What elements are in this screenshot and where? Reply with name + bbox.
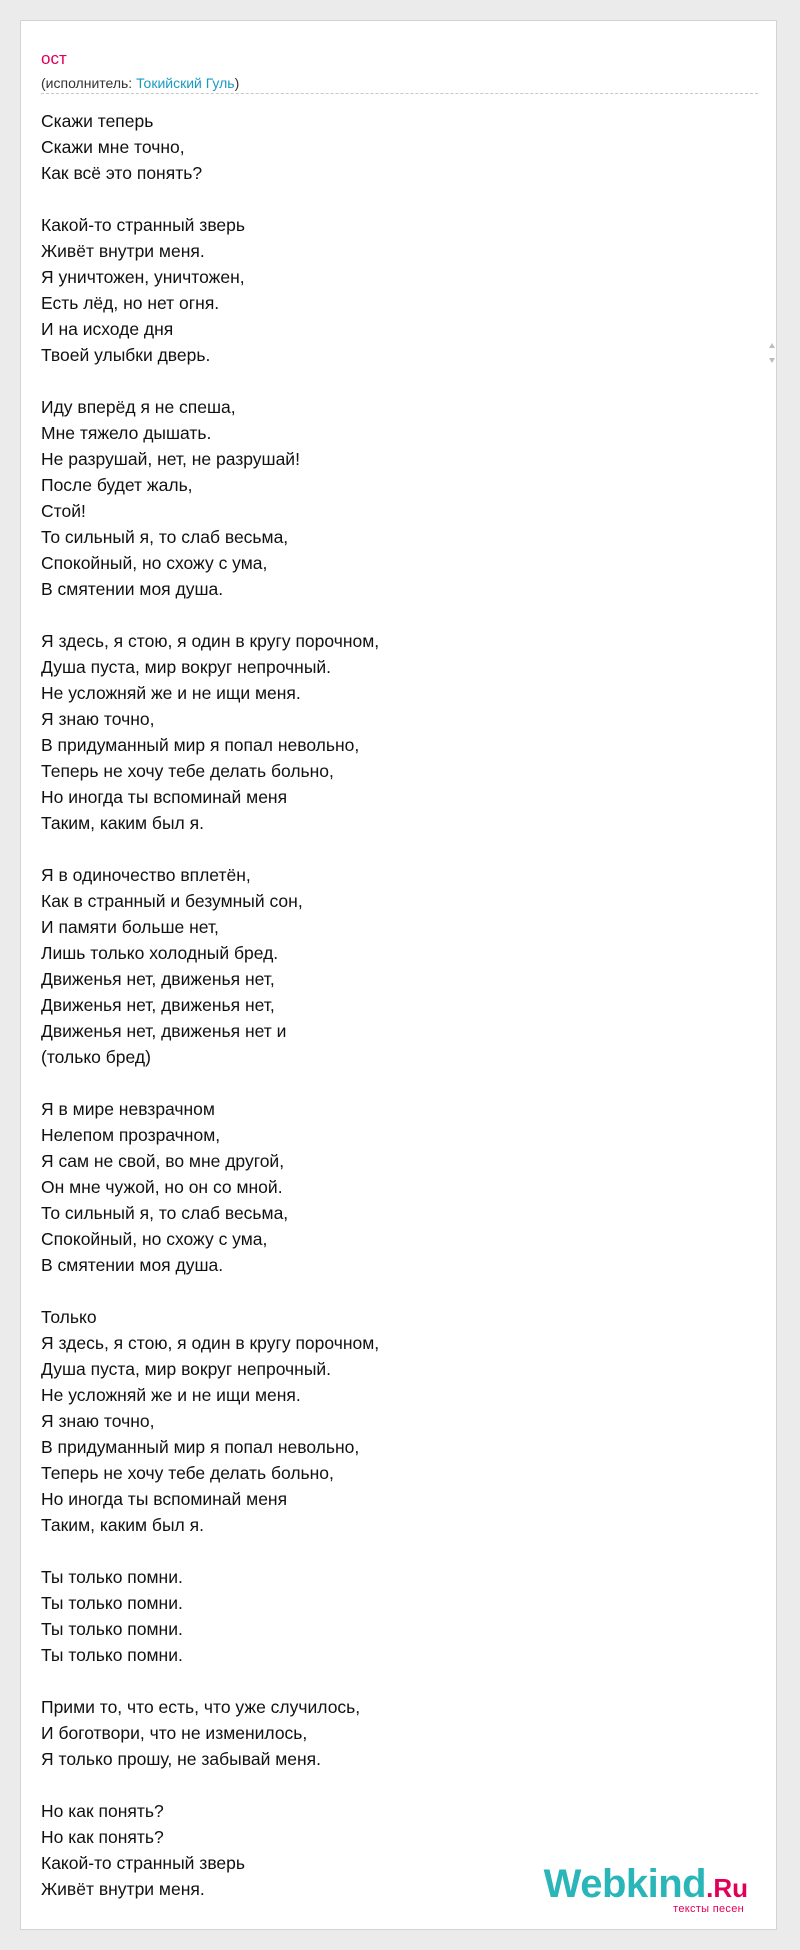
lyric-line: Стой! bbox=[41, 501, 86, 521]
lyric-line: Не усложняй же и не ищи меня. bbox=[41, 1385, 301, 1405]
lyric-line: Я в мире невзрачном bbox=[41, 1099, 215, 1119]
logo-tagline: тексты песен bbox=[673, 1903, 744, 1915]
stanza-break bbox=[41, 602, 741, 628]
lyric-line: Как в странный и безумный сон, bbox=[41, 891, 303, 911]
lyric-line: Движенья нет, движенья нет, bbox=[41, 969, 275, 989]
lyric-line: То сильный я, то слаб весьма, bbox=[41, 1203, 289, 1223]
stanza-break bbox=[41, 186, 741, 212]
lyric-line: Мне тяжело дышать. bbox=[41, 423, 212, 443]
lyric-line: И памяти больше нет, bbox=[41, 917, 219, 937]
lyric-line: Какой-то странный зверь bbox=[41, 215, 246, 235]
lyric-line: Я только прошу, не забывай меня. bbox=[41, 1749, 321, 1769]
lyric-line: Как всё это понять? bbox=[41, 163, 203, 183]
lyric-line: Движенья нет, движенья нет и bbox=[41, 1021, 287, 1041]
lyric-line: Он мне чужой, но он со мной. bbox=[41, 1177, 283, 1197]
song-title: ост bbox=[41, 49, 67, 68]
logo-tld: .Ru bbox=[706, 1873, 748, 1903]
lyric-line: Только bbox=[41, 1307, 97, 1327]
stanza-break bbox=[41, 1668, 741, 1694]
lyric-line: То сильный я, то слаб весьма, bbox=[41, 527, 289, 547]
lyrics-card bbox=[20, 20, 777, 1930]
lyric-line: Но как понять? bbox=[41, 1801, 164, 1821]
lyric-line: Но как понять? bbox=[41, 1827, 164, 1847]
lyric-line: Я знаю точно, bbox=[41, 709, 155, 729]
lyric-line: Лишь только холодный бред. bbox=[41, 943, 279, 963]
lyric-line: Я здесь, я стою, я один в кругу порочном, bbox=[41, 631, 380, 651]
lyric-line: Я сам не свой, во мне другой, bbox=[41, 1151, 285, 1171]
lyric-line: Ты только помни. bbox=[41, 1645, 183, 1665]
artist-suffix: ) bbox=[234, 75, 240, 91]
lyric-line: В придуманный мир я попал невольно, bbox=[41, 1437, 360, 1457]
lyric-line: Движенья нет, движенья нет, bbox=[41, 995, 275, 1015]
lyric-line: Прими то, что есть, что уже случилось, bbox=[41, 1697, 361, 1717]
lyric-line: В смятении моя душа. bbox=[41, 1255, 224, 1275]
title-divider bbox=[41, 93, 758, 94]
lyric-line: Живёт внутри меня. bbox=[41, 241, 205, 261]
stanza-break bbox=[41, 1070, 741, 1096]
lyric-line: Но иногда ты вспоминай меня bbox=[41, 1489, 288, 1509]
lyric-line: Таким, каким был я. bbox=[41, 1515, 204, 1535]
lyric-line: И боготвори, что не изменилось, bbox=[41, 1723, 308, 1743]
artist-line bbox=[41, 74, 239, 92]
lyric-line: Есть лёд, но нет огня. bbox=[41, 293, 220, 313]
artist-prefix: (исполнитель: bbox=[41, 75, 137, 91]
artist-link[interactable]: Токийский Гуль bbox=[136, 75, 235, 91]
lyric-line: Иду вперёд я не спеша, bbox=[41, 397, 236, 417]
lyric-line: После будет жаль, bbox=[41, 475, 193, 495]
lyric-line: Душа пуста, мир вокруг непрочный. bbox=[41, 657, 332, 677]
lyric-line: Ты только помни. bbox=[41, 1567, 183, 1587]
lyric-line: Ты только помни. bbox=[41, 1619, 183, 1639]
stanza-break bbox=[41, 1538, 741, 1564]
lyrics-body bbox=[41, 108, 741, 1902]
lyric-line: Я здесь, я стою, я один в кругу порочном, bbox=[41, 1333, 380, 1353]
lyric-line: В придуманный мир я попал невольно, bbox=[41, 735, 360, 755]
lyric-line: Спокойный, но схожу с ума, bbox=[41, 553, 268, 573]
stanza-break bbox=[41, 1278, 741, 1304]
lyric-line: Теперь не хочу тебе делать больно, bbox=[41, 1463, 334, 1483]
lyric-line: Я знаю точно, bbox=[41, 1411, 155, 1431]
lyric-line: Не усложняй же и не ищи меня. bbox=[41, 683, 301, 703]
lyric-line: Скажи мне точно, bbox=[41, 137, 185, 157]
lyric-line: Я уничтожен, уничтожен, bbox=[41, 267, 245, 287]
site-logo[interactable] bbox=[544, 1864, 748, 1915]
lyric-line: Таким, каким был я. bbox=[41, 813, 204, 833]
lyric-line: Спокойный, но схожу с ума, bbox=[41, 1229, 268, 1249]
lyric-line: Не разрушай, нет, не разрушай! bbox=[41, 449, 300, 469]
lyric-line: Душа пуста, мир вокруг непрочный. bbox=[41, 1359, 332, 1379]
lyric-line: В смятении моя душа. bbox=[41, 579, 224, 599]
lyric-line: Но иногда ты вспоминай меня bbox=[41, 787, 288, 807]
lyric-line: Нелепом прозрачном, bbox=[41, 1125, 221, 1145]
logo-word: Webkind bbox=[543, 1862, 707, 1906]
lyric-line: Какой-то странный зверь bbox=[41, 1853, 246, 1873]
lyric-line: Ты только помни. bbox=[41, 1593, 183, 1613]
stanza-break bbox=[41, 1772, 741, 1798]
lyric-line: И на исходе дня bbox=[41, 319, 174, 339]
scroll-arrows-icon[interactable] bbox=[767, 341, 775, 367]
lyric-line: Скажи теперь bbox=[41, 111, 154, 131]
lyric-line: (только бред) bbox=[41, 1047, 151, 1067]
stanza-break bbox=[41, 368, 741, 394]
stanza-break bbox=[41, 836, 741, 862]
lyric-line: Теперь не хочу тебе делать больно, bbox=[41, 761, 334, 781]
lyric-line: Живёт внутри меня. bbox=[41, 1879, 205, 1899]
lyric-line: Твоей улыбки дверь. bbox=[41, 345, 211, 365]
lyric-line: Я в одиночество вплетён, bbox=[41, 865, 251, 885]
